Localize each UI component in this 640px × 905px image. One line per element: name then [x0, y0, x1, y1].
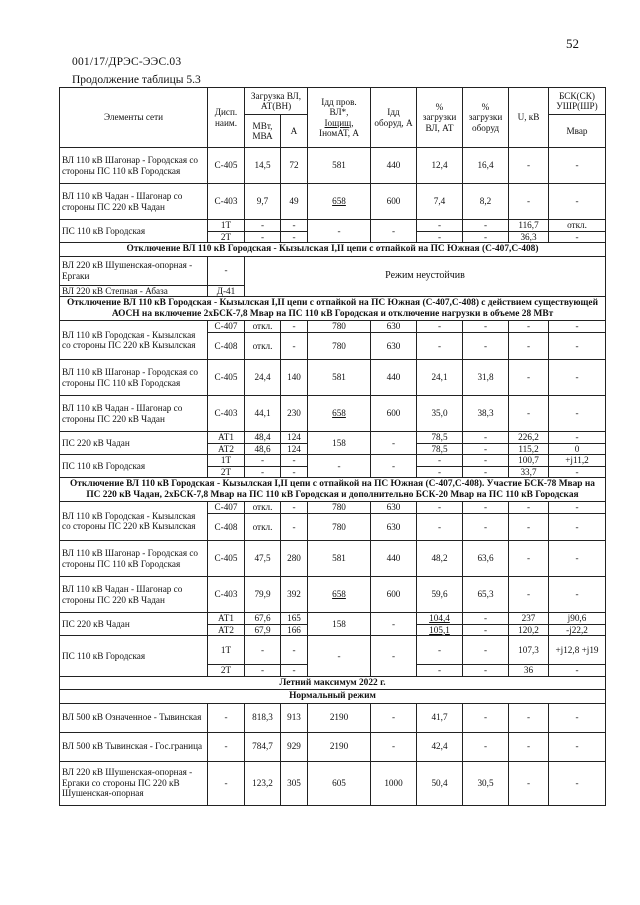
header-load: Загрузка ВЛ, АТ(ВН) — [245, 88, 308, 115]
table-row: ВЛ 220 кВ Степная - Абаза Д-41 — [60, 285, 606, 297]
header-mvar: Мвар — [549, 115, 606, 148]
table-row: ПС 220 кВ Чадан АТ1 67,6 165 158 - 104,4 - 237 j90,6 — [60, 613, 606, 625]
section-heading: Отключение ВЛ 110 кВ Городская - Кызылская I,II цепи с отпайкой на ПС Южная (С-407,С-408) — [60, 243, 606, 257]
table-row: ВЛ 110 кВ Чадан - Шагонар со стороны ПС 220 кВ Чадан С-403 9,7 49 658 600 7,4 8,2 - - — [60, 184, 606, 220]
table-row: ВЛ 220 кВ Шушенская-опорная - Ергаки со стороны ПС 220 кВ Шушенская-опорная - 123,2 305 605 1000 50,4 30,5 - - — [60, 761, 606, 805]
table-row: ВЛ 110 кВ Чадан - Шагонар со стороны ПС 220 кВ Чадан С-403 44,1 230 658 600 35,0 38,3 - - — [60, 396, 606, 432]
header-pct-vl: % загрузки ВЛ, АТ — [417, 88, 463, 148]
table-row: ВЛ 220 кВ Шушенская-опорная - Ергаки - Режим неустойчив — [60, 256, 606, 285]
section-heading: Отключение ВЛ 110 кВ Городская - Кызылская I,II цепи с отпайкой на ПС Южная (С-407,С-408). Участие БСК-78 Мвар на ПС 220 кВ Чадан, 2хБСК-7,8 Мвар на ПС 110 кВ Городская и дополнительно БСК-20 Мвар на ПС 110 кВ Городская — [60, 478, 606, 502]
header-idd-vl: Iдд пров. ВЛ*, Iощищ, IномАТ, А — [308, 88, 371, 148]
table-row: ПС 110 кВ Городская 1Т - - - - - - 100,7 +j11,2 — [60, 455, 606, 467]
table-row: ПС 110 кВ Городская 1Т - - - - - - 107,3 +j12,8 +j19 — [60, 636, 606, 665]
header-voltage: U, кВ — [509, 88, 549, 148]
section-heading: Летний максимум 2022 г. — [60, 676, 606, 690]
table-row: ВЛ 500 кВ Тывинская - Гос.граница - 784,7 929 2190 - 42,4 - - - — [60, 732, 606, 761]
table-row: ВЛ 110 кВ Городская - Кызылская со стороны ПС 220 кВ Кызылская С-407 откл. - 780 630 - - - - — [60, 321, 606, 333]
header-bsk: БСК(СК) УШР(ШР) — [549, 88, 606, 115]
header-elements: Элементы сети — [60, 88, 208, 148]
table-row: ВЛ 110 кВ Шагонар - Городская со стороны ПС 110 кВ Городская С-405 14,5 72 581 440 12,4 16,4 - - — [60, 148, 606, 184]
header-disp: Дисп. наим. — [208, 88, 245, 148]
table-continuation-caption: Продолжение таблицы 5.3 — [72, 74, 201, 86]
table-row: ВЛ 110 кВ Шагонар - Городская со стороны ПС 110 кВ Городская С-405 24,4 140 581 440 24,1 31,8 - - — [60, 360, 606, 396]
regime-unstable-note: Режим неустойчив — [245, 256, 606, 297]
table-row: ВЛ 110 кВ Городская - Кызылская со стороны ПС 220 кВ Кызылская С-407 откл. - 780 630 - - - - — [60, 502, 606, 514]
page-number: 52 — [566, 36, 579, 51]
table-header-row — [60, 88, 606, 115]
header-mw: МВт, МВА — [245, 115, 281, 148]
header-a: А — [281, 115, 308, 148]
table-row: ПС 110 кВ Городская 1Т - - - - - - 116,7 откл. — [60, 220, 606, 232]
document-id: 001/17/ДРЭС-ЭЭС.03 — [72, 56, 182, 68]
table-row: ПС 220 кВ Чадан АТ1 48,4 124 158 - 78,5 - 226,2 - — [60, 432, 606, 444]
table-row: ВЛ 500 кВ Означенное - Тывинская - 818,3 913 2190 - 41,7 - - - — [60, 703, 606, 732]
header-pct-oborud: % загрузки оборуд — [463, 88, 509, 148]
section-heading: Отключение ВЛ 110 кВ Городская - Кызылская I,II цепи с отпайкой на ПС Южная (С-407,С-408) с действием существующей АОСН на включение 2хБСК-7,8 Мвар на ПС 110 кВ Городская и отключение нагрузки в объеме 28 МВт — [60, 297, 606, 321]
section-heading: Нормальный режим — [60, 690, 606, 704]
load-table: Элементы сети Дисп. наим. Загрузка ВЛ, АТ(ВН) Iдд пров. ВЛ*, Iощищ, IномАТ, А Iдд оборуд, А % загрузки ВЛ, АТ % загрузки оборуд U, кВ БСК(СК) УШР(ШР) МВт, МВА А Мвар ВЛ 110 кВ Шагонар - Городская со стороны ПС 110 кВ Городская С-405 14,5 72 581 440 12,4 16,4 - - ВЛ 110 кВ Чадан - Шагонар со стороны ПС 220 кВ Чадан С-403 9,7 49 658 600 7,4 8,2 - - ПС 110 кВ Городская 1Т - - - - - - 116,7 откл. 2Т - - - - 36,3 - Отключение ВЛ 110 кВ Городская - Кызылская I,II цепи с отпайкой на ПС Южная (С-407,С-408) ВЛ 220 кВ Шушенская-опорная - Ергаки - Режим неустойчив ВЛ 220 кВ Степная - Абаза Д-41 Отключение ВЛ 110 кВ Городская - Кызылская I,II цепи с отпайкой на ПС Южная (С-407,С-408) с действием существующей АОСН на включение 2хБСК-7,8 Мвар на ПС 110 кВ Городская и отключение нагрузки в объеме 28 МВт ВЛ 110 кВ Городская - Кызылская со стороны ПС 220 кВ Кызылская С-407 откл. - 780 630 - - - - С-408 откл. - 780 630 - - - - ВЛ 110 кВ Шагонар - Городская со стороны ПС 110 кВ Городская С-405 24,4 140 581 440 24,1 31,8 - - ВЛ 110 кВ Чадан - Шагонар со стороны ПС 220 кВ Чадан С-403 44,1 230 658 600 35,0 38,3 - - ПС 220 кВ Чадан АТ1 48,4 124 158 - 78,5 - 226,2 - АТ2 48,6 124 78,5 - 115,2 0 ПС 110 кВ Городская 1Т - - - - - - 100,7 +j11,2 2Т - - - - 33,7 - Отключение ВЛ 110 кВ Городская - Кызылская I,II цепи с отпайкой на ПС Южная (С-407,С-408). Участие БСК-78 Мвар на ПС 220 кВ Чадан, 2хБСК-7,8 Мвар на ПС 110 кВ Городская и дополнительно БСК-20 Мвар на ПС 110 кВ Городская ВЛ 110 кВ Городская - Кызылская со стороны ПС 220 кВ Кызылская С-407 откл. - 780 630 - - - - С-408 откл. - 780 630 - - - - ВЛ 110 кВ Шагонар - Городская со стороны ПС 110 кВ Городская С-405 47,5 280 581 440 48,2 63,6 - - ВЛ 110 кВ Чадан - Шагонар со стороны ПС 220 кВ Чадан С-403 79,9 392 658 600 59,6 65,3 - - ПС 220 кВ Чадан АТ1 67,6 165 158 - 104,4 - 237 j90,6 АТ2 67,9 166 105,1 - 120,2 -j22,2 ПС 110 кВ Городская 1Т - - - - - - 107,3 +j12,8 +j19 2Т - - - - 36 - Летний максимум 2022 г. Нормальный режим ВЛ 500 кВ Означенное - Тывинская - 818,3 913 2190 - 41,7 - - - ВЛ 500 кВ Тывинская - Гос.граница - 784,7 929 2190 - 42,4 - - - ВЛ 220 кВ Шушенская-опорная - Ергаки со стороны ПС 220 кВ Шушенская-опорная - 123,2 305 605 1000 50,4 30,5 - - — [59, 87, 606, 806]
header-idd-oborud: Iдд оборуд, А — [371, 88, 417, 148]
table-row: ВЛ 110 кВ Шагонар - Городская со стороны ПС 110 кВ Городская С-405 47,5 280 581 440 48,2 63,6 - - — [60, 541, 606, 577]
table-row: ВЛ 110 кВ Чадан - Шагонар со стороны ПС 220 кВ Чадан С-403 79,9 392 658 600 59,6 65,3 - - — [60, 577, 606, 613]
